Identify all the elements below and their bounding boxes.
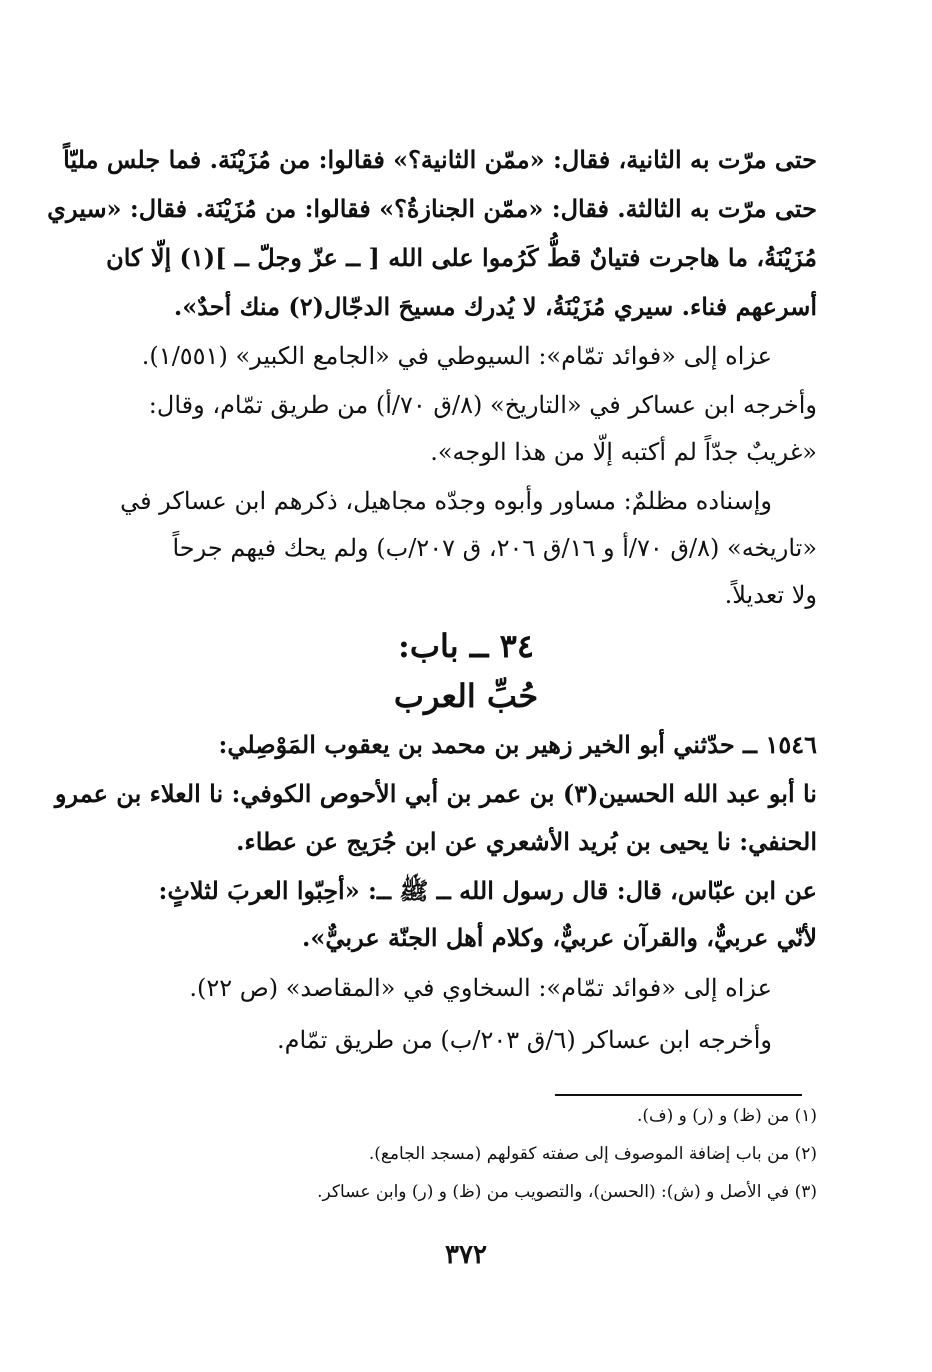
text-line: وإسناده مظلمٌ: مساور وأبوه وجدّه مجاهيل، ذكرهم ابن عساكر في: [120, 487, 772, 515]
text-line: مُزَيْنَةُ، ما هاجرت فتيانٌ قطُّ كَرُموا على الله [ ــ عزّ وجلّ ــ ](١) إلّا كان: [106, 243, 817, 272]
text-line: وأخرجه ابن عساكر في «التاريخ» (٨/ق ٧٠/أ) من طريق تمّام، وقال:: [148, 391, 817, 419]
chapter-heading-title: حُبِّ العرب: [393, 677, 539, 715]
hadith-line: الحنفي: نا يحيى بن بُريد الأشعري عن ابن جُرَيج عن عطاء.: [236, 827, 817, 856]
hadith-line: عزاه إلى «فوائد تمّام»: السخاوي في «المقاصد» (ص ٢٢).: [189, 974, 772, 1002]
text-line: «تاريخه» (٨/ق ٧٠/أ و ١٦/ق ٢٠٦، ق ٢٠٧/ب) ولم يحك فيهم جرحاً: [172, 534, 817, 562]
hadith-line: وأخرجه ابن عساكر (٦/ق ٢٠٣/ب) من طريق تمّام.: [277, 1026, 772, 1054]
hadith-line: ١٥٤٦ ــ حدّثني أبو الخير زهير بن محمد بن يعقوب المَوْصِلي:: [218, 730, 817, 759]
text-line: أسرعهم فناء. سيري مُزَيْنَةُ، لا يُدرك مسيحَ الدجّال(٢) منك أحدٌ».: [173, 292, 817, 321]
text-line: حتى مرّت به الثالثة. فقال: «ممّن الجنازةُ؟» فقالوا: من مُزَيْنَة. فقال: «سيري: [47, 194, 817, 223]
footnote-separator: [555, 1094, 802, 1096]
text-line: حتى مرّت به الثانية، فقال: «ممّن الثانية؟» فقالوا: من مُزَيْنَة. فما جلس مليّاً: [63, 145, 817, 174]
footnote: (١) من (ظ) و (ر) و (ف).: [636, 1106, 817, 1126]
text-line: عزاه إلى «فوائد تمّام»: السيوطي في «الجامع الكبير» (١/٥٥١).: [141, 342, 772, 370]
text-line: «غريبٌ جدّاً لم أكتبه إلّا من هذا الوجه».: [430, 438, 817, 466]
hadith-line: نا أبو عبد الله الحسين(٣) بن عمر بن أبي الأحوص الكوفي: نا العلاء بن عمرو: [54, 779, 817, 808]
page-number: ٣٧٢: [445, 1240, 487, 1270]
hadith-line: عن ابن عبّاس، قال: قال رسول الله ــ ﷺ ــ: «أحِبّوا العربَ لثلاثٍ:: [158, 876, 817, 905]
hadith-line: لأنّي عربيٌّ، والقرآن عربيٌّ، وكلام أهل الجنّة عربيٌّ».: [302, 923, 817, 952]
text-line: ولا تعديلاً.: [724, 581, 817, 609]
chapter-heading-number: ٣٤ ــ باب:: [398, 627, 534, 665]
footnote: (٣) في الأصل و (ش): (الحسن)، والتصويب من (ظ) و (ر) وابن عساكر.: [317, 1182, 817, 1202]
footnote: (٢) من باب إضافة الموصوف إلى صفته كقولهم (مسجد الجامع).: [368, 1144, 817, 1164]
